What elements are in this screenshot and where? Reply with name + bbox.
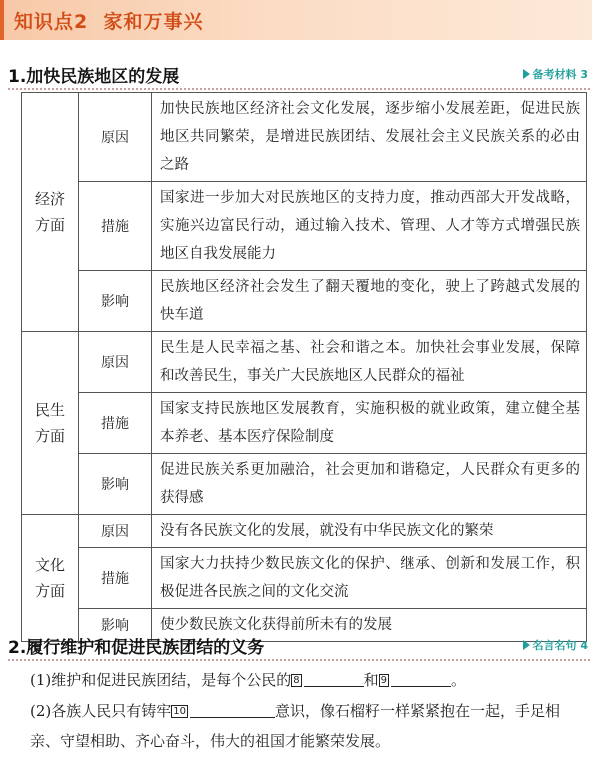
- content-cell: 没有各民族文化的发展，就没有中华民族文化的繁荣: [152, 515, 587, 548]
- table-row: [22, 454, 587, 515]
- section-2-header: [4, 631, 594, 661]
- section-2-title: 2.履行维护和促进民族团结的义务: [8, 638, 265, 658]
- fill-blank[interactable]: [391, 670, 451, 687]
- table-row: [22, 271, 587, 332]
- sub-label-cell: 原因: [79, 332, 152, 393]
- content-cell: 国家大力扶持少数民族文化的保护、继承、创新和发展工作，积极促进各民族之间的文化交流: [152, 548, 587, 609]
- table-row: [22, 515, 587, 548]
- table-row: [22, 548, 587, 609]
- dotted-divider: [8, 659, 590, 661]
- category-cell: 经济 方面: [22, 93, 79, 332]
- banner-title: 知识点2 家和万事兴: [14, 11, 204, 33]
- sub-label-cell: 影响: [79, 454, 152, 515]
- play-triangle-icon: [523, 640, 530, 650]
- sub-label-cell: 措施: [79, 393, 152, 454]
- table-row: [22, 182, 587, 271]
- content-cell: 使少数民族文化获得前所未有的发展: [152, 609, 587, 642]
- blank-number: 8: [293, 675, 300, 686]
- section-1-title: 1.加快民族地区的发展: [8, 67, 180, 87]
- sub-label-cell: 原因: [79, 515, 152, 548]
- content-cell: 民族地区经济社会发生了翻天覆地的变化，驶上了跨越式发展的快车道: [152, 271, 587, 332]
- section-2-link-label: 名言名句 4: [532, 639, 588, 652]
- content-cell: 促进民族关系更加融洽，社会更加和谐稳定，人民群众有更多的获得感: [152, 454, 587, 515]
- sub-label-cell: 措施: [79, 548, 152, 609]
- table-row: [22, 393, 587, 454]
- section-1-header: [4, 60, 594, 90]
- table-row: [22, 93, 587, 182]
- question-1-suffix: 。: [451, 671, 467, 689]
- table-row: [22, 332, 587, 393]
- blank-number: 10: [173, 706, 186, 717]
- dotted-divider: [8, 88, 590, 90]
- question-2-prefix: (2)各族人民只有铸牢: [30, 702, 172, 720]
- blank-number: 9: [380, 675, 388, 686]
- content-cell: 民生是人民幸福之基、社会和谐之本。加快社会事业发展，保障和改善民生，事关广大民族地区人民群众的福祉: [152, 332, 587, 393]
- section-1-reference-link[interactable]: [523, 66, 588, 82]
- fill-blank[interactable]: [304, 670, 364, 687]
- question-2: [30, 696, 585, 756]
- sub-label-cell: 措施: [79, 182, 152, 271]
- content-cell: 加快民族地区经济社会文化发展，逐步缩小发展差距，促进民族地区共同繁荣，是增进民族团结、发展社会主义民族关系的必由之路: [152, 93, 587, 182]
- sub-label-cell: 影响: [79, 271, 152, 332]
- question-2-suffix: 意识，像石榴籽一样紧紧抱在一起，手足相亲、守望相助、齐心奋斗，伟大的祖国才能繁荣发展。: [30, 702, 560, 750]
- section-1-link-label: 备考材料 3: [532, 68, 588, 81]
- category-cell: 文化 方面: [22, 515, 79, 642]
- development-table: [21, 92, 587, 642]
- fill-blank[interactable]: [190, 701, 275, 718]
- question-1: [30, 665, 585, 695]
- play-triangle-icon: [523, 69, 530, 79]
- content-cell: 国家支持民族地区发展教育，实施积极的就业政策，建立健全基本养老、基本医疗保险制度: [152, 393, 587, 454]
- content-cell: 国家进一步加大对民族地区的支持力度，推动西部大开发战略，实施兴边富民行动，通过输入技术、管理、人才等方式增强民族地区自我发展能力: [152, 182, 587, 271]
- question-1-prefix: (1)维护和促进民族团结，是每个公民的: [30, 671, 292, 689]
- section-2-reference-link[interactable]: [523, 637, 588, 653]
- knowledge-point-banner: [0, 0, 592, 40]
- sub-label-cell: 影响: [79, 609, 152, 642]
- question-1-middle: 和: [363, 671, 379, 689]
- sub-label-cell: 原因: [79, 93, 152, 182]
- category-cell: 民生 方面: [22, 332, 79, 515]
